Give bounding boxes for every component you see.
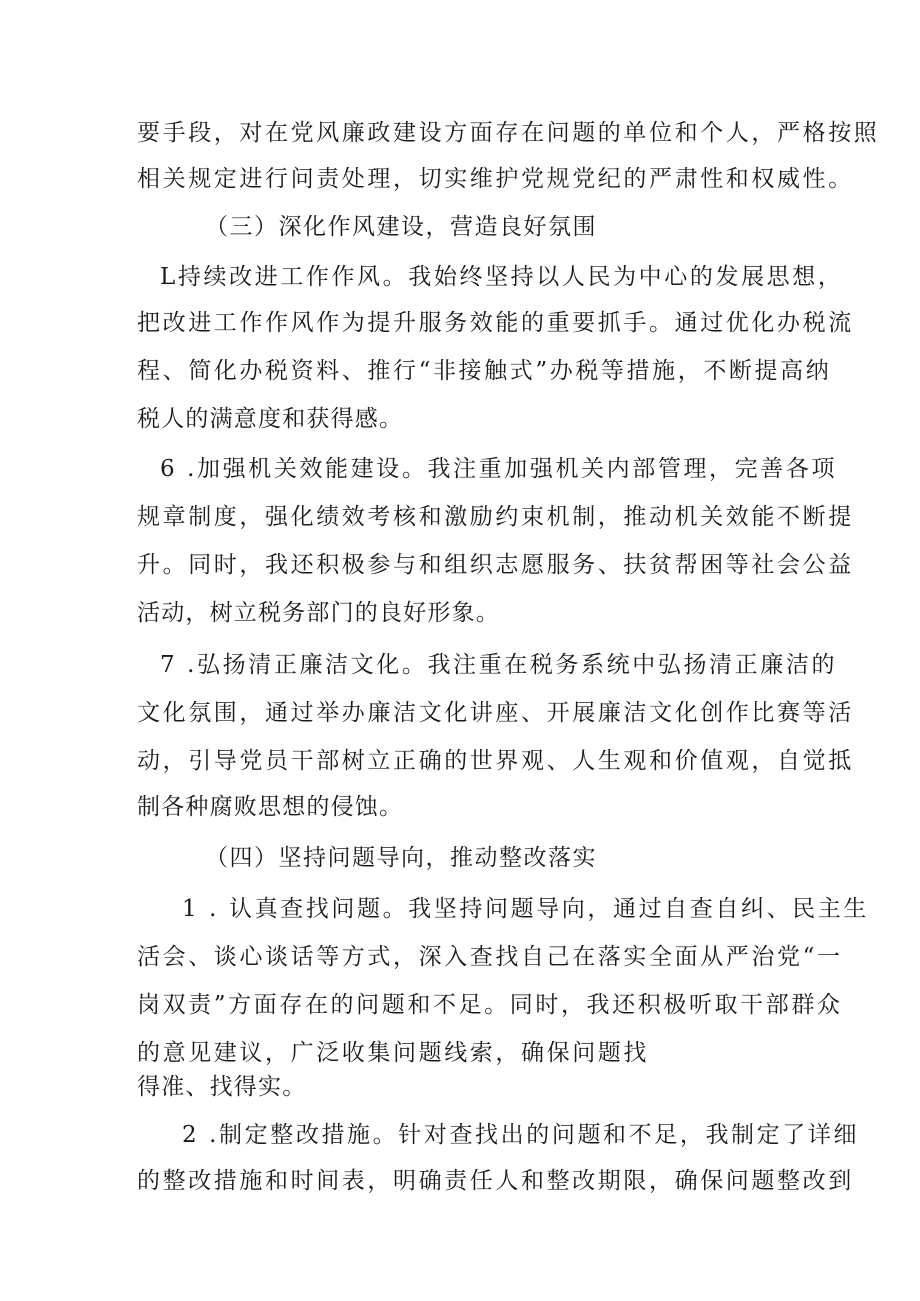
paragraph-line: 规章制度，强化绩效考核和激励约束机制，推动机关效能不断提	[137, 504, 854, 530]
paragraph-line: 的意见建议，广泛收集问题线索，确保问题找	[137, 1040, 649, 1066]
paragraph-line: 7 .弘扬清正廉洁文化。我注重在税务系统中弘扬清正廉洁的	[160, 652, 838, 678]
section-heading: （三）深化作风建设，营造良好氛围	[205, 214, 597, 240]
paragraph-line: 2 .制定整改措施。针对查找出的问题和不足，我制定了详细	[182, 1122, 860, 1148]
paragraph-line: 6 .加强机关效能建设。我注重加强机关内部管理，完善各项	[160, 456, 838, 482]
paragraph-line: 1 . 认真查找问题。我坚持问题导向，通过自查自纠、民主生	[182, 896, 869, 922]
paragraph-line: 要手段，对在党风廉政建设方面存在问题的单位和个人，严格按照	[137, 120, 880, 146]
paragraph-line: 动，引导党员干部树立正确的世界观、人生观和价值观，自觉抵	[137, 748, 854, 774]
paragraph-line: 程、简化办税资料、推行“非接触式”办税等措施，不断提高纳	[137, 358, 832, 384]
paragraph-line: 得准、找得实。	[137, 1074, 307, 1100]
paragraph-line: 活会、谈心谈话等方式，深入查找自己在落实全面从严治党“一	[137, 944, 843, 970]
paragraph-line: 升。同时，我还积极参与和组织志愿服务、扶贫帮困等社会公益	[137, 552, 854, 578]
paragraph-line: 把改进工作作风作为提升服务效能的重要抓手。通过优化办税流	[137, 310, 854, 336]
paragraph-line: 的整改措施和时间表，明确责任人和整改期限，确保问题整改到	[137, 1168, 854, 1194]
paragraph-line: 制各种腐败思想的侵蚀。	[137, 794, 404, 820]
section-heading: （四）坚持问题导向，推动整改落实	[205, 845, 597, 871]
paragraph-line: 岗双责”方面存在的问题和不足。同时，我还积极听取干部群众	[137, 992, 843, 1018]
paragraph-line: 相关规定进行问责处理，切实维护党规党纪的严肃性和权威性。	[137, 166, 854, 192]
paragraph-line: 税人的满意度和获得感。	[137, 406, 404, 432]
paragraph-line: 文化氛围，通过举办廉洁文化讲座、开展廉洁文化创作比赛等活	[137, 700, 854, 726]
paragraph-line: L持续改进工作作风。我始终坚持以人民为中心的发展思想，	[160, 264, 844, 290]
paragraph-line: 活动，树立税务部门的良好形象。	[137, 600, 500, 626]
